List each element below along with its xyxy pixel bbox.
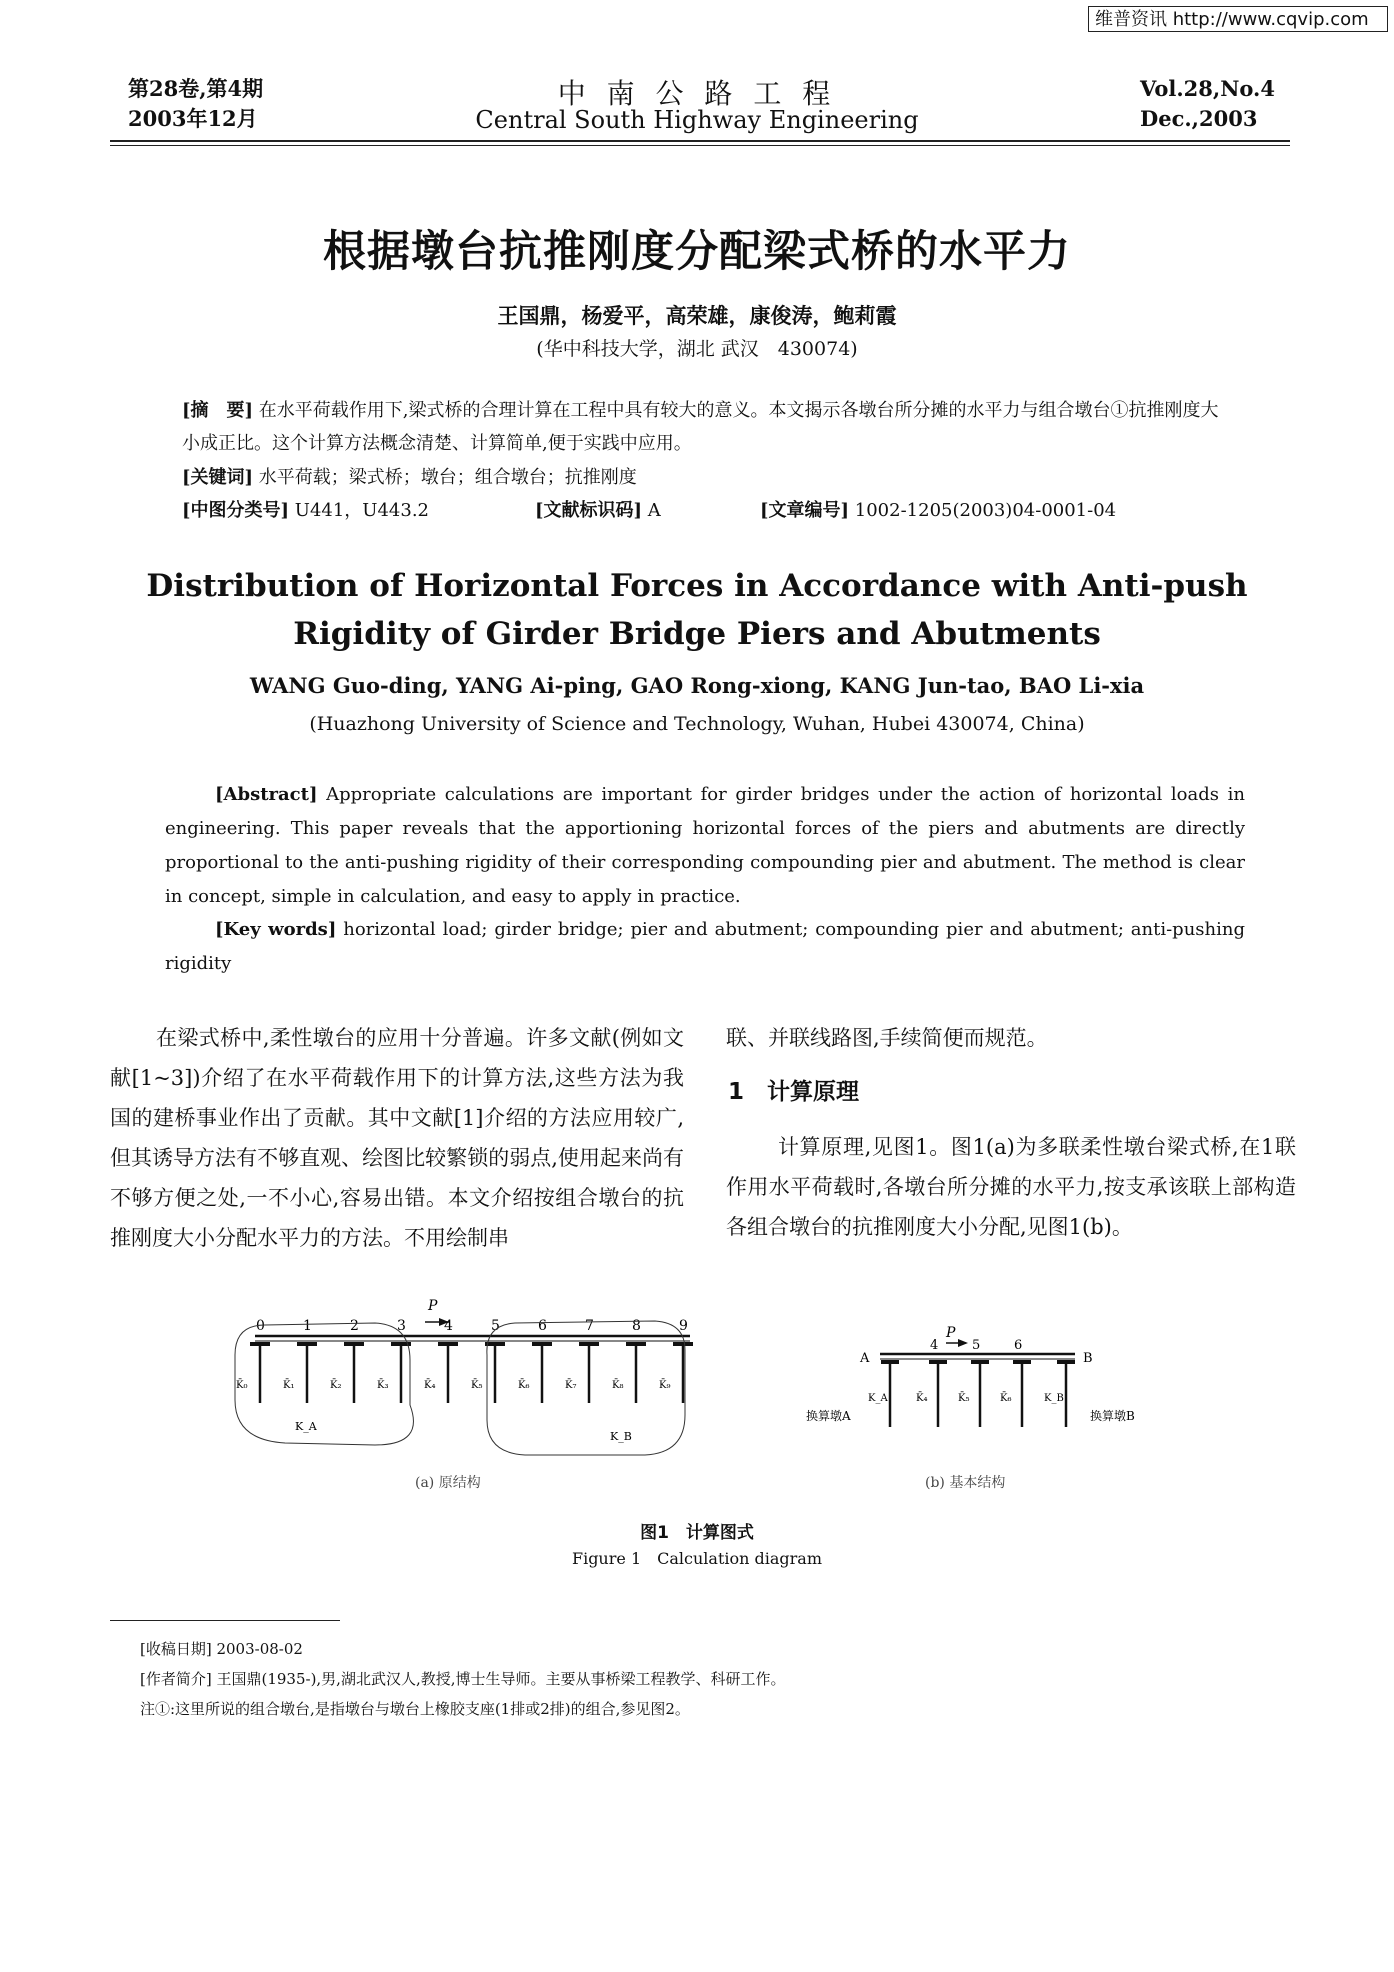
stiffness-label-3: K̄₃ xyxy=(377,1380,389,1391)
section-1-paragraph: 计算原理,见图1。图1(a)为多联柔性墩台梁式桥,在1联作用水平荷载时,各墩台所分摊的水平力,按支承该联上部构造各组合墩台的抗推刚度大小分配,见图1(b)。 xyxy=(726,1135,1296,1239)
b-bearing-2 xyxy=(971,1360,989,1364)
header-volume-en: Vol.28,No.4 xyxy=(1140,76,1275,101)
paper-title-en-line1: Distribution of Horizontal Forces in Accordance with Anti-push xyxy=(146,568,1248,604)
node-label-9: 9 xyxy=(679,1318,688,1334)
affiliation-cn: (华中科技大学，湖北 武汉 430074) xyxy=(536,338,858,360)
figure-1b-piers xyxy=(868,1360,1075,1427)
abstract-en xyxy=(165,778,1245,914)
figure-1a-caption: (a) 原结构 xyxy=(415,1475,481,1491)
stiffness-label-1: K̄₁ xyxy=(283,1380,295,1391)
node-label-7: 7 xyxy=(585,1318,594,1334)
stiffness-label-4: K̄₄ xyxy=(424,1380,436,1391)
abstract-cn xyxy=(182,394,1236,460)
header-volume-cn: 第28卷,第4期 xyxy=(128,76,264,101)
header-date-en: Dec.,2003 xyxy=(1140,106,1258,131)
node-label-4: 4 xyxy=(444,1318,453,1334)
clc-value: U441，U443.2 xyxy=(294,500,430,521)
bearing-0 xyxy=(250,1342,270,1346)
paper-title-en-line2: Rigidity of Girder Bridge Piers and Abutments xyxy=(293,616,1101,652)
figure-1a-piers xyxy=(236,1342,693,1403)
stiffness-label-5: K̄₅ xyxy=(471,1380,483,1391)
b-bearing-0 xyxy=(881,1360,899,1364)
b-bearing-4 xyxy=(1057,1360,1075,1364)
body-right-continuation: 联、并联线路图,手续简便而规范。 xyxy=(726,1026,1048,1050)
doc-code xyxy=(535,494,661,527)
body-left-paragraph: 在梁式桥中,柔性墩台的应用十分普遍。许多文献(例如文献[1~3])介绍了在水平荷载作用下的计算方法,这些方法为我国的建桥事业作出了贡献。其中文献[1]介绍的方法应用较广,但其诱导方法有不够直观、绘图比较繁锁的弱点,使用起来尚有不够方便之处,一不小心,容易出错。本文介绍按组合墩台的抗推刚度大小分配水平力的方法。不用绘制串 xyxy=(110,1026,684,1250)
figure-1b-diagram xyxy=(800,1325,1135,1455)
stiffness-label-7: K̄₇ xyxy=(565,1380,577,1391)
bearing-8 xyxy=(626,1342,646,1346)
node-label-2: 2 xyxy=(350,1318,359,1334)
b-stiffness-label-0: K_A xyxy=(868,1393,888,1404)
keywords-cn-label: [关键词] xyxy=(182,467,254,488)
bearing-9 xyxy=(673,1342,693,1346)
doc-code-value: A xyxy=(647,500,661,521)
doc-code-label: [文献标识码] xyxy=(535,500,643,521)
b-node-label-5: 5 xyxy=(972,1338,981,1353)
journal-title-cn: 中 南 公 路 工 程 xyxy=(557,77,837,110)
article-number xyxy=(760,494,1116,527)
bearing-1 xyxy=(297,1342,317,1346)
node-label-6: 6 xyxy=(538,1318,547,1334)
b-bearing-3 xyxy=(1013,1360,1031,1364)
article-number-value: 1002-1205(2003)04-0001-04 xyxy=(854,500,1117,521)
b-bearing-1 xyxy=(929,1360,947,1364)
end-label-a: A xyxy=(860,1351,870,1366)
b-node-label-6: 6 xyxy=(1014,1338,1023,1353)
load-label: P xyxy=(428,1298,438,1314)
article-number-label: [文章编号] xyxy=(760,500,850,521)
keywords-cn-text: 水平荷载；梁式桥；墩台；组合墩台；抗推刚度 xyxy=(258,467,637,488)
affiliation-en: (Huazhong University of Science and Technology, Wuhan, Hubei 430074, China) xyxy=(309,713,1085,735)
header-rule-thin xyxy=(110,145,1290,146)
figure-caption-en: Figure 1 Calculation diagram xyxy=(571,1549,823,1568)
abstract-en-label: [Abstract] xyxy=(215,784,318,805)
node-label-0: 0 xyxy=(256,1318,265,1334)
bearing-6 xyxy=(532,1342,552,1346)
footnote-author: [作者简介] 王国鼎(1935-),男,湖北武汉人,教授,博士生导师。主要从事桥梁工程教学、科研工作。 xyxy=(140,1670,786,1688)
clc-label: [中图分类号] xyxy=(182,500,290,521)
figure-1a-diagram xyxy=(225,1295,715,1475)
figure-caption-cn: 图1 计算图式 xyxy=(640,1523,754,1543)
group-label-a: K_A xyxy=(295,1420,317,1433)
converted-pier-a: 换算墩A xyxy=(806,1409,851,1423)
keywords-en xyxy=(165,913,1245,981)
node-label-5: 5 xyxy=(491,1318,500,1334)
footnote-received: [收稿日期] 2003-08-02 xyxy=(140,1640,303,1658)
load-arrow-head-b xyxy=(958,1339,968,1347)
footnote-rule xyxy=(110,1620,340,1621)
b-stiffness-label-3: K̄₆ xyxy=(1000,1393,1012,1404)
b-stiffness-label-1: K̄₄ xyxy=(916,1393,928,1404)
paper-title-cn: 根据墩台抗推刚度分配梁式桥的水平力 xyxy=(323,227,1071,277)
bearing-4 xyxy=(438,1342,458,1346)
stiffness-label-0: K̄₀ xyxy=(236,1380,248,1391)
b-node-label-4: 4 xyxy=(930,1338,939,1353)
node-label-1: 1 xyxy=(303,1318,312,1334)
authors-cn: 王国鼎，杨爱平，高荣雄，康俊涛，鲍莉霞 xyxy=(497,304,897,328)
b-stiffness-label-4: K_B xyxy=(1044,1393,1064,1404)
group-label-b: K_B xyxy=(610,1430,632,1443)
stiffness-label-8: K̄₈ xyxy=(612,1380,624,1391)
abstract-cn-text: 在水平荷载作用下,梁式桥的合理计算在工程中具有较大的意义。本文揭示各墩台所分摊的水平力与组合墩台①抗推刚度大小成正比。这个计算方法概念清楚、计算简单,便于实践中应用。 xyxy=(182,400,1219,454)
abstract-cn-label: [摘 要] xyxy=(182,400,254,421)
end-label-b: B xyxy=(1083,1351,1093,1366)
authors-en: WANG Guo-ding, YANG Ai-ping, GAO Rong-xiong, KANG Jun-tao, BAO Li-xia xyxy=(249,673,1145,698)
keywords-en-text: horizontal load; girder bridge; pier and abutment; compounding pier and abutment; anti-pushing rigidity xyxy=(165,919,1246,974)
bearing-2 xyxy=(344,1342,364,1346)
site-badge[interactable]: 维普资讯 http://www.cqvip.com xyxy=(1088,6,1388,32)
stiffness-label-2: K̄₂ xyxy=(330,1380,342,1391)
journal-title-en: Central South Highway Engineering xyxy=(475,106,919,134)
converted-pier-b: 换算墩B xyxy=(1090,1409,1135,1423)
clc-number xyxy=(182,494,429,527)
figure-1a-node-labels xyxy=(256,1318,688,1334)
node-label-8: 8 xyxy=(632,1318,641,1334)
stiffness-label-9: K̄₉ xyxy=(659,1380,671,1391)
section-1-heading: 1 计算原理 xyxy=(728,1079,860,1105)
header-date-cn: 2003年12月 xyxy=(128,106,258,131)
stiffness-label-6: K̄₆ xyxy=(518,1380,530,1391)
keywords-cn xyxy=(182,461,637,494)
header-rule-thick xyxy=(110,140,1290,142)
footnote-note: 注①:这里所说的组合墩台,是指墩台与墩台上橡胶支座(1排或2排)的组合,参见图2。 xyxy=(140,1700,690,1718)
load-label-b: P xyxy=(946,1325,956,1341)
figure-1b-caption: (b) 基本结构 xyxy=(925,1475,1006,1491)
keywords-en-label: [Key words] xyxy=(215,919,337,940)
figure-1b-node-labels xyxy=(930,1338,1022,1353)
b-stiffness-label-2: K̄₅ xyxy=(958,1393,970,1404)
node-label-3: 3 xyxy=(397,1318,406,1334)
bearing-7 xyxy=(579,1342,599,1346)
abstract-en-text: Appropriate calculations are important for girder bridges under the action of horizontal loads in engineering. This paper reveals that the apportioning horizontal forces of the piers and abutments are directly proportional to the anti-pushing rigidity of their corresponding compounding pier and abutment. The method is clear in concept, simple in calculation, and easy to apply in practice. xyxy=(165,784,1245,907)
